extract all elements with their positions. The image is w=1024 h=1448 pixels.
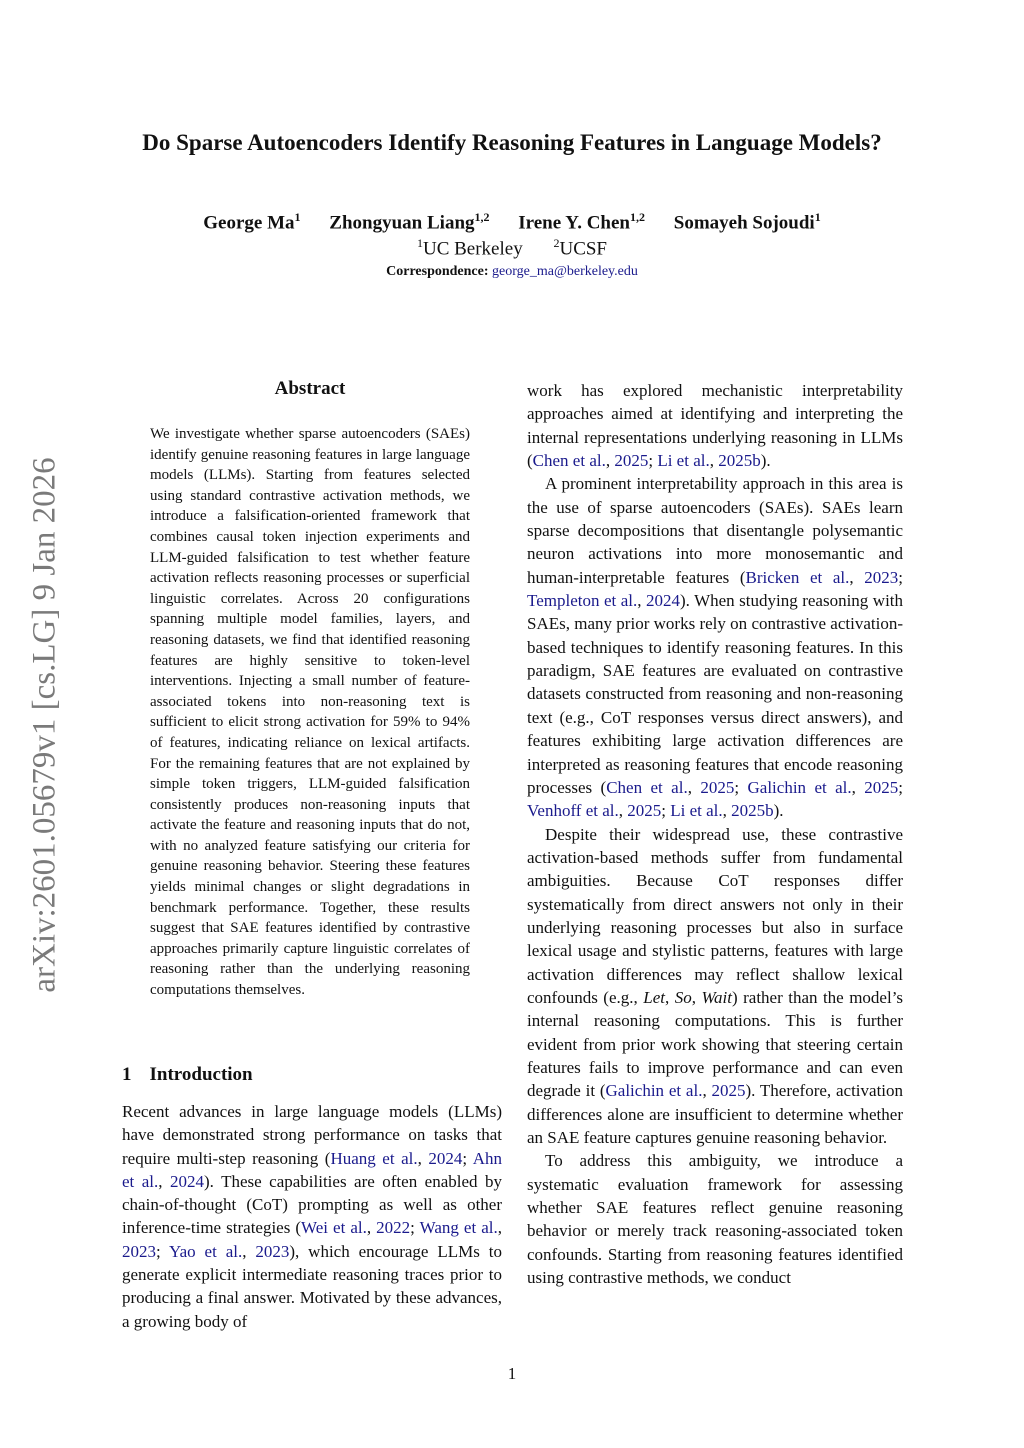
arxiv-id: arXiv:2601.05679v1 [cs.LG] 9 Jan 2026: [26, 457, 63, 993]
citation-link[interactable]: Venhoff et al.: [527, 801, 619, 821]
affiliation: $^1$UC Berkeley: [416, 236, 523, 260]
citation-link[interactable]: 2025b: [731, 801, 774, 821]
correspondence: [0, 264, 1024, 280]
right-column: [527, 379, 903, 1289]
paper-title: Do Sparse Autoencoders Identify Reasoning Features in Language Models?: [142, 130, 882, 155]
affiliation-list: [0, 236, 1024, 260]
author: Irene Y. Chen$^{1,2}$: [518, 210, 645, 234]
citation-link[interactable]: Huang et al.: [330, 1148, 418, 1168]
author-list: [0, 210, 1024, 234]
citation-link[interactable]: Ahn et al.: [122, 1148, 503, 1191]
body-paragraph: Despite their widespread use, these contrastive activation-based methods suffer from fundamental ambiguities. Because CoT responses differ systematically from direct answers not only in their underlying reasoning processes but also in surface lexical usage and stylistic patterns, features with large activation differences may reflect shallow lexical confounds (e.g., Let, So, Wait) rather than the model’s internal reasoning computations. This is further evident from prior work showing that steering certain features fails to improve performance and can even degrade it (Galichin et al., 2025). Therefore, activation differences alone are insufficient to determine whether an SAE feature captures genuine reasoning behavior.: [527, 824, 904, 1147]
correspondence-email[interactable]: george_ma@berkeley.edu: [492, 264, 638, 279]
citation-link[interactable]: Chen et al.: [532, 451, 606, 471]
citation-link[interactable]: Li et al.: [670, 801, 723, 821]
body-paragraph: work has explored mechanistic interpretability approaches aimed at identifying and interpreting the internal representations underlying reasoning in LLMs (Chen et al., 2025; Li et al., 2025b).: [527, 381, 903, 471]
emphasis: So: [674, 987, 692, 1007]
citation-link[interactable]: 2025: [864, 777, 899, 797]
emphasis: Wait: [701, 987, 732, 1007]
affiliation: $^2$UCSF: [553, 236, 607, 260]
intro-paragraph: Recent advances in large language models (LLMs) have demonstrated strong performance on tasks that require multi-step reasoning (Huang et al., 2024; Ahn et al., 2024). These capabilities are often enabled by chain-of-thought (CoT) prompting as well as other inference-time strategies (Wei et al., 2022; Wang et al., 2023; Yao et al., 2023), which encourage LLMs to generate explicit intermediate reasoning traces prior to producing a final answer. Motivated by these advances, a growing body of: [122, 1102, 503, 1331]
author: Somayeh Sojoudi$^1$: [673, 210, 821, 234]
abstract-text: We investigate whether sparse autoencoders (SAEs) identify genuine reasoning features in large language models (LLMs). Starting from features selected using standard contrastive activation methods, we introduce a falsification-oriented framework that combines causal token injection experiments and LLM-guided falsification to test whether feature activation reflects reasoning processes or superficial linguistic correlates. Across 20 configurations spanning multiple model families, layers, and reasoning datasets, we find that identified reasoning features are highly sensitive to token-level interventions. Injecting a small number of feature-associated tokens into non-reasoning text is sufficient to elicit strong activation for 59% to 94% of features, indicating reliance on lexical artifacts. For the remaining features that are not explained by simple token triggers, LLM-guided falsification consistently produces non-reasoning inputs that activate the feature and reasoning inputs that do not, with no analyzed feature satisfying our criteria for genuine reasoning behavior. Steering these features yields minimal changes or slight degradations in benchmark performance. Together, these results suggest that SAE features identified by contrastive approaches primarily capture linguistic correlates of reasoning rather than the underlying reasoning computations themselves.: [150, 426, 470, 999]
section-title: Introduction: [149, 1064, 253, 1085]
citation-link[interactable]: 2025: [614, 451, 649, 471]
section-number: 1: [122, 1064, 132, 1085]
citation-link[interactable]: 2025: [700, 777, 735, 797]
citation-link[interactable]: 2025: [627, 801, 662, 821]
correspondence-label: Correspondence:: [386, 264, 489, 279]
citation-link[interactable]: 2023: [122, 1241, 156, 1261]
abstract-heading: Abstract: [274, 378, 346, 399]
citation-link[interactable]: 2023: [255, 1241, 290, 1261]
citation-link[interactable]: Galichin et al.: [747, 777, 852, 797]
author: Zhongyuan Liang$^{1,2}$: [329, 210, 490, 234]
section-heading-introduction: [122, 1064, 502, 1086]
citation-link[interactable]: Li et al.: [657, 451, 710, 471]
citation-link[interactable]: Wei et al.: [301, 1218, 367, 1238]
citation-link[interactable]: Galichin et al.: [605, 1081, 703, 1101]
citation-link[interactable]: Bricken et al.: [745, 567, 850, 587]
emphasis: Let: [643, 987, 665, 1007]
author: George Ma$^1$: [203, 210, 301, 234]
citation-link[interactable]: 2025b: [718, 451, 761, 471]
citation-link[interactable]: Wang et al.: [419, 1218, 498, 1238]
body-paragraph: A prominent interpretability approach in this area is the use of sparse autoencoders (SAEs). SAEs learn sparse decompositions that disentangle polysemantic neuron activations into more monosemantic and human-interpretable features (Bricken et al., 2023; Templeton et al., 2024). When studying reasoning with SAEs, many prior works rely on contrastive activation-based techniques to identify reasoning features. In this paradigm, SAE features are evaluated on contrastive datasets constructed from reasoning and non-reasoning text (e.g., CoT responses versus direct answers), and features exhibiting large activation differences are interpreted as reasoning features that encode reasoning processes (Chen et al., 2025; Galichin et al., 2025; Venhoff et al., 2025; Li et al., 2025b).: [527, 474, 904, 821]
citation-link[interactable]: 2024: [645, 591, 680, 611]
citation-link[interactable]: 2024: [170, 1171, 204, 1191]
body-paragraph: To address this ambiguity, we introduce a systematic evaluation framework for assessing whether SAE features reflect genuine reasoning behavior or merely track reasoning-associated token confounds. Starting from reasoning features identified using contrastive methods, we conduct: [527, 1151, 903, 1288]
citation-link[interactable]: 2025: [711, 1081, 746, 1101]
citation-link[interactable]: Yao et al.: [169, 1241, 243, 1261]
citation-link[interactable]: Templeton et al.: [527, 591, 638, 611]
citation-link[interactable]: 2022: [376, 1218, 411, 1238]
citation-link[interactable]: Chen et al.: [606, 777, 688, 797]
page-number: 1: [507, 1364, 517, 1383]
citation-link[interactable]: 2023: [864, 567, 899, 587]
citation-link[interactable]: 2024: [428, 1148, 463, 1168]
